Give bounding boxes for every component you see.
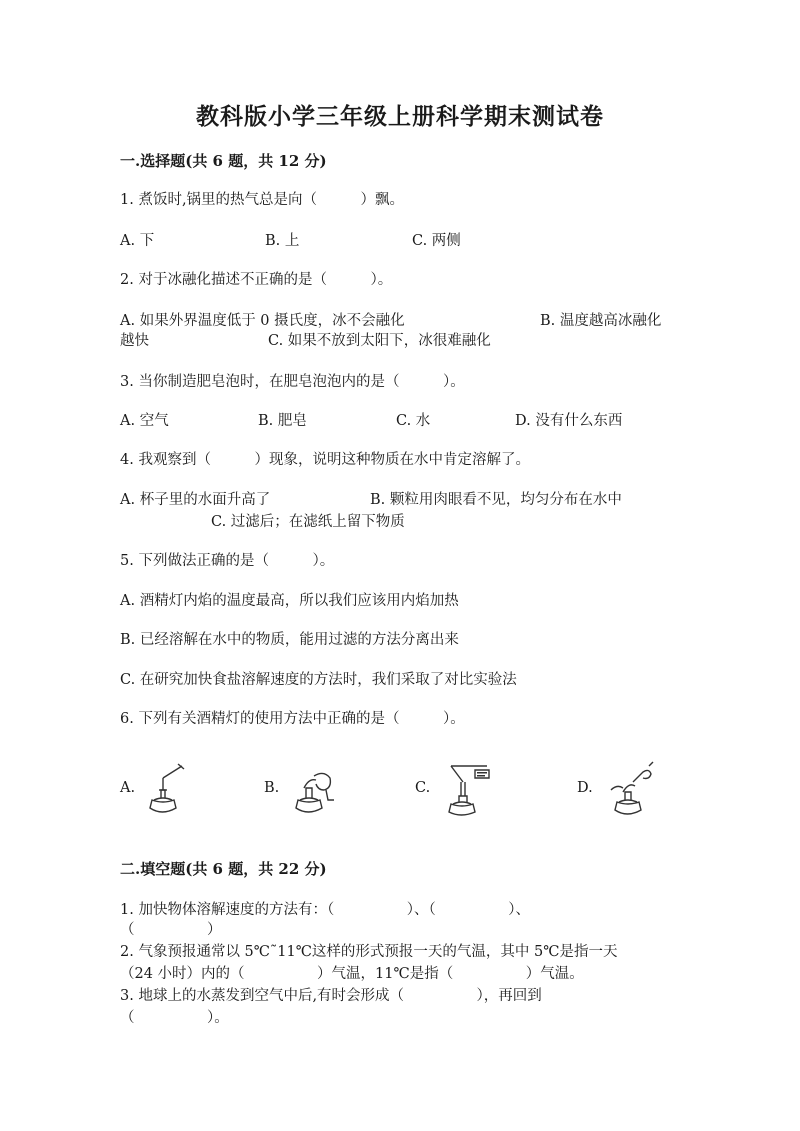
q2-option-a: A. 如果外界温度低于 0 摄氏度，冰不会融化 — [120, 313, 405, 329]
q4-option-a: A. 杯子里的水面升高了 — [120, 492, 271, 508]
q1-option-a: A. 下 — [120, 233, 155, 249]
section-heading-choice: 一.选择题(共 6 题，共 12 分) — [120, 152, 327, 170]
q5-option-a: A. 酒精灯内焰的温度最高，所以我们应该用内焰加热 — [120, 593, 459, 609]
fill-question-1-line-1: 1. 加快物体溶解速度的方法有：（ ）、（ ）、 — [120, 902, 530, 918]
q6-option-d-label: D. — [577, 780, 593, 796]
q5-option-c: C. 在研究加快食盐溶解速度的方法时，我们采取了对比实验法 — [120, 672, 517, 688]
question-1-stem: 1. 煮饭时,锅里的热气总是向（ ）飘。 — [120, 192, 405, 208]
q5-option-b: B. 已经溶解在水中的物质，能用过滤的方法分离出来 — [120, 632, 459, 648]
page-title: 教科版小学三年级上册科学期末测试卷 — [196, 103, 604, 130]
q2-option-c: C. 如果不放到太阳下，冰很难融化 — [268, 333, 491, 349]
q6-option-b-label: B. — [264, 780, 280, 796]
q6-option-a-label: A. — [120, 780, 136, 796]
alcohol-lamp-illustration-a — [142, 760, 202, 820]
q1-option-c: C. 两侧 — [412, 233, 461, 249]
question-6-stem: 6. 下列有关酒精灯的使用方法中正确的是（ ）。 — [120, 711, 465, 727]
section-heading-fill: 二.填空题(共 6 题，共 22 分) — [120, 860, 327, 878]
question-3-stem: 3. 当你制造肥皂泡时，在肥皂泡泡内的是（ ）。 — [120, 374, 465, 390]
q4-option-c: C. 过滤后；在滤纸上留下物质 — [211, 514, 405, 530]
fill-question-1-line-2: （ ） — [120, 922, 222, 938]
q3-option-c: C. 水 — [396, 413, 431, 429]
alcohol-lamp-illustration-d — [599, 760, 669, 820]
fill-question-3-line-2: （ ）。 — [120, 1010, 229, 1026]
question-2-stem: 2. 对于冰融化描述不正确的是（ ）。 — [120, 272, 393, 288]
alcohol-lamp-illustration-b — [286, 760, 346, 820]
q3-option-b: B. 肥皂 — [258, 413, 307, 429]
q3-option-a: A. 空气 — [120, 413, 169, 429]
q6-option-c-label: C. — [415, 780, 431, 796]
alcohol-lamp-illustration-c — [437, 760, 507, 820]
fill-question-2-line-1: 2. 气象预报通常以 5℃˜11℃这样的形式预报一天的气温，其中 5℃是指一天 — [120, 944, 618, 960]
q2-option-b-continued: 越快 — [120, 333, 149, 349]
q2-option-b: B. 温度越高冰融化 — [540, 313, 662, 329]
question-5-stem: 5. 下列做法正确的是（ ）。 — [120, 553, 335, 569]
question-4-stem: 4. 我观察到（ ）现象，说明这种物质在水中肯定溶解了。 — [120, 452, 530, 468]
q1-option-b: B. 上 — [265, 233, 300, 249]
fill-question-2-line-2: （24 小时）内的（ ）气温，11℃是指（ ）气温。 — [120, 966, 584, 982]
q3-option-d: D. 没有什么东西 — [515, 413, 623, 429]
fill-question-3-line-1: 3. 地球上的水蒸发到空气中后,有时会形成（ ），再回到 — [120, 988, 542, 1004]
q4-option-b: B. 颗粒用肉眼看不见，均匀分布在水中 — [370, 492, 622, 508]
